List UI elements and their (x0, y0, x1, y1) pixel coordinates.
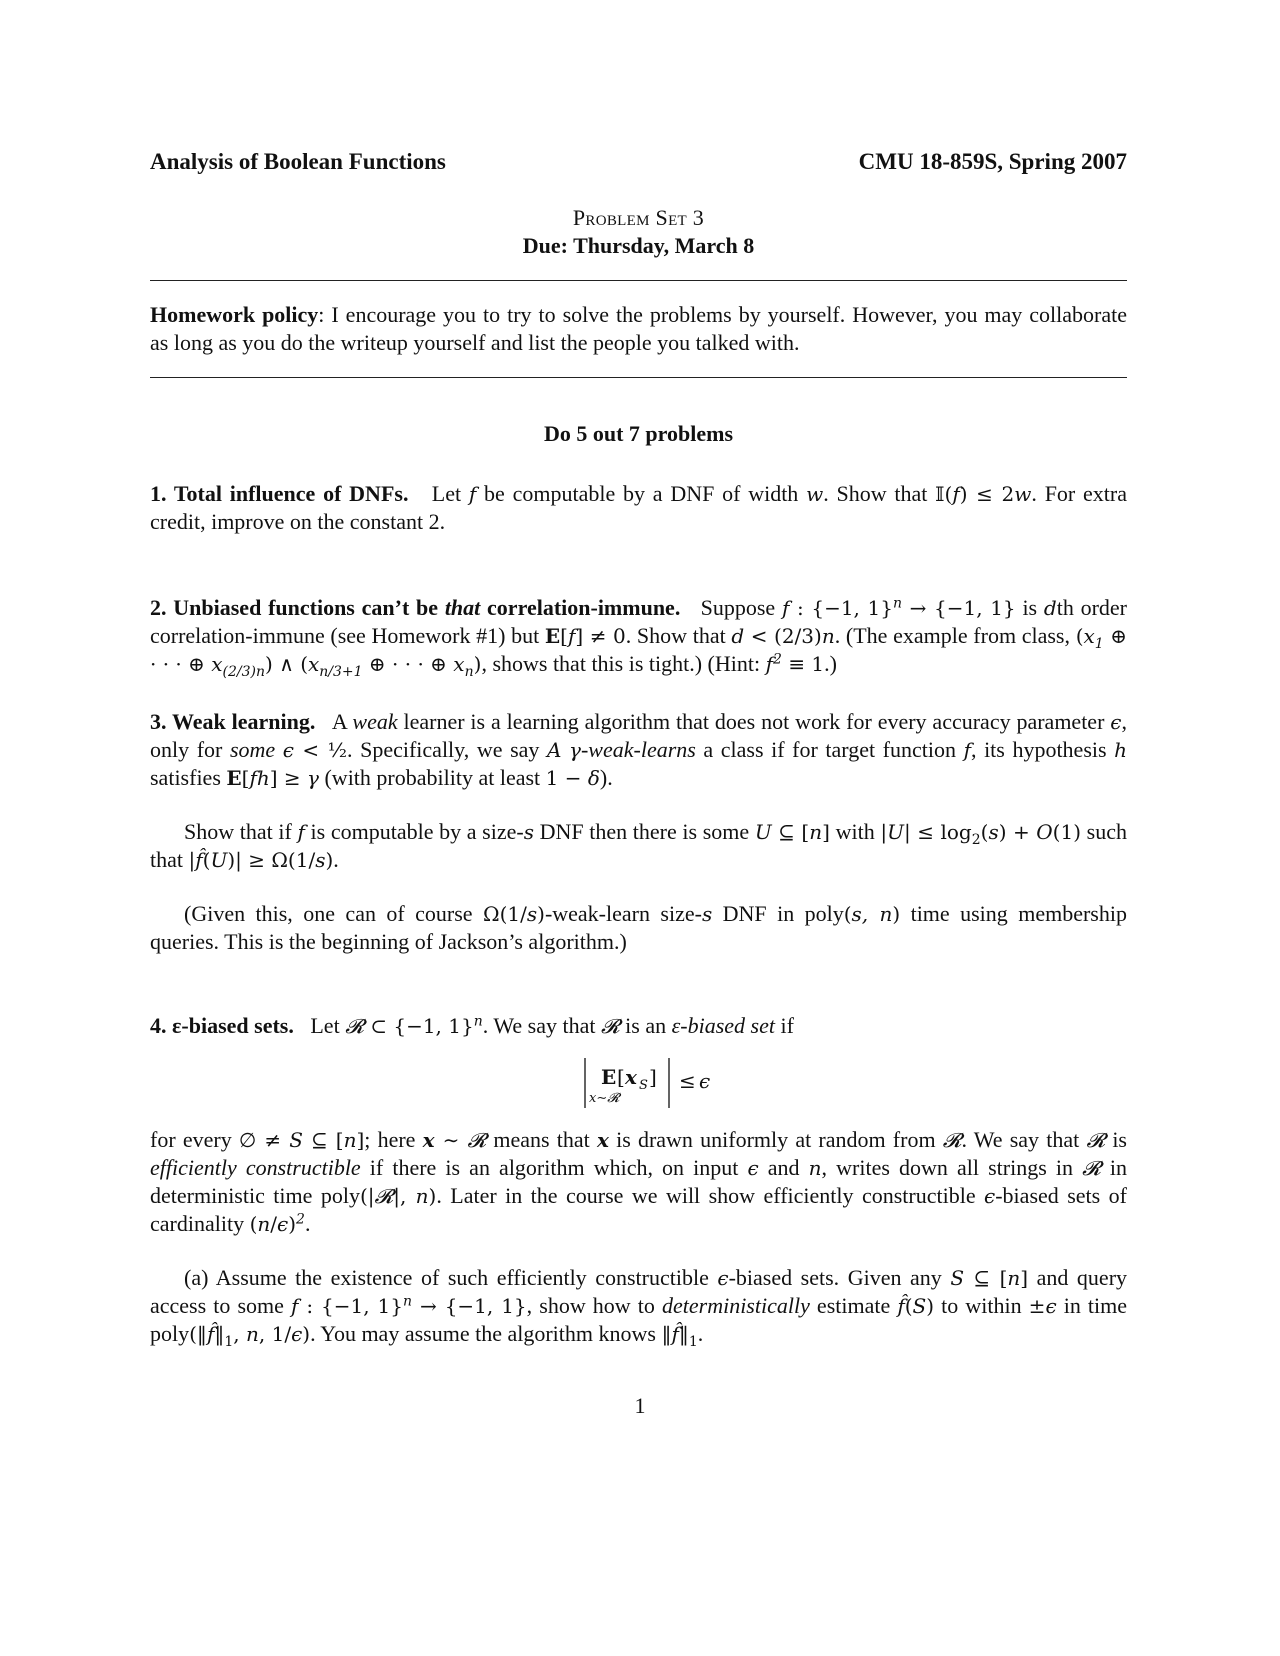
problem-1-title: 1. Total influence of DNFs. (150, 481, 409, 506)
problem-2-title: 2. Unbiased functions can’t be that correlation-immune. (150, 595, 681, 620)
problem-1: 1. Total influence of DNFs. Let f be computable by a DNF of width w. Show that 𝕀(f) ≤ 2w. For extra credit, improve on the constant 2. (150, 481, 1128, 534)
course-code: CMU 18-859S, Spring 2007 (858, 149, 1127, 174)
instructions: Do 5 out 7 problems (543, 421, 734, 446)
problem-3-title: 3. Weak learning. (150, 709, 316, 734)
svg-text:E: E (600, 1065, 616, 1089)
policy-text: : I encourage you to try to solve the problems by yourself. However, you may collaborate as long as you do the writeup yourself and list the people you talked with. (150, 302, 1127, 355)
problem-4-definition: for every ∅ ≠ S ⊆ [n]; here x ∼ 𝓡 means that x is drawn uniformly at random from 𝓡. We say that 𝓡 is efficiently constructible if there is an algorithm which, on input ϵ and n, writes down all strings in 𝓡 in deterministic time poly(|𝓡|, n). Later in the course we will show efficiently constructible ϵ-biased sets of cardinality $(n/\epsilon)^2$. (150, 1127, 1127, 1236)
page-number: 1 (634, 1393, 646, 1418)
svg-text:x∼𝓡: x∼𝓡 (588, 1091, 619, 1106)
svg-text:ϵ: ϵ (698, 1069, 710, 1093)
svg-text:S: S (638, 1078, 648, 1093)
svg-text:]: ] (648, 1065, 657, 1089)
divider-bottom (150, 377, 1127, 378)
p2-text-b: is (1015, 595, 1044, 620)
p1-text-b: be computable by a DNF of width (476, 481, 807, 506)
p2-text-c: th order correlation-immune (see Homework #1) but (150, 595, 1127, 648)
page-header (150, 148, 1127, 176)
svg-text:x: x (624, 1065, 637, 1089)
problem-3-note: (Given this, one can of course Ω(1/s)-weak-learn size-s DNF in poly(s, n) time using membership queries. This is the beginning of Jackson’s algorithm.) (150, 901, 1127, 954)
svg-text:≤: ≤ (678, 1069, 696, 1093)
p2-text-f: , shows that this is tight.) (Hint: (481, 651, 766, 676)
p2-text-g: .) (824, 651, 837, 676)
divider-top (150, 280, 1127, 281)
problem-4-title: 4. ε-biased sets. (150, 1013, 294, 1038)
problem-4-part-a: (a) Assume the existence of such efficiently constructible ϵ-biased sets. Given any S ⊆ [n] and query access to some f : {−1, 1}$^n$ → {−1, 1}, show how to deterministically estimate f̂(S) to within ±ϵ in time $poly(‖f̂‖_1$, n, 1/ϵ). You may assume the algorithm knows $‖f̂‖_1$. (150, 1265, 1128, 1350)
svg-text:[: [ (616, 1065, 625, 1089)
policy-label: Homework policy (150, 302, 319, 327)
problem-4: 4. ε-biased sets. Let 𝓡 ⊂ {−1, 1}$^n$. We say that 𝓡 is an ε-biased set if (150, 1013, 794, 1038)
p1-text-c: . Show that (823, 481, 936, 506)
homework-policy (150, 301, 1127, 357)
course-title: Analysis of Boolean Functions (150, 149, 446, 174)
problem-set-title (150, 204, 1127, 232)
problem-3-task: Show that if f is computable by a size-s DNF then there is some U ⊆ [n] with $|U| \le \log_2(s) + O(1)$ such that |f̂(U)| ≥ Ω(1/s). (150, 819, 1127, 872)
problem-set-label: Problem Set 3 (572, 205, 705, 230)
p2-text-a: Suppose (700, 595, 782, 620)
p1-text-a: Let (431, 481, 469, 506)
p2-text-d: . Show that (625, 623, 732, 648)
problem-2: 2. Unbiased functions can’t be that correlation-immune. Suppose f : {−1, 1}$^n$ → {−1, 1} is dth order correlation-immune (see Homework #1) but E[f] ≠ 0. Show that d < (2/3)n. (The example from class, ($x_1$ ⊕ · · · ⊕ $x_{(2/3)n}$) ∧ ($x_{n/3+1}$ ⊕ · · · ⊕ $x_n$), shows that this is tight.) (Hint: $f^2 \equiv 1$.) (150, 595, 1128, 680)
bias-inequality (150, 1054, 1127, 1114)
bias-formula (549, 1054, 729, 1114)
due-date: Due: Thursday, March 8 (522, 233, 755, 258)
document-page (150, 148, 1127, 1348)
p1-text-d: . For extra credit, improve on the constant 2. (150, 481, 1128, 534)
p2-text-e: . (The example from class, (834, 623, 1076, 648)
problem-3: 3. Weak learning. A weak learner is a learning algorithm that does not work for every accuracy parameter ϵ, only for some ϵ < ½. Specifically, we say A γ-weak-learns a class if for target function f, its hypothesis h satisfies E[fh] ≥ γ (with probability at least 1 − δ). (150, 709, 1128, 790)
